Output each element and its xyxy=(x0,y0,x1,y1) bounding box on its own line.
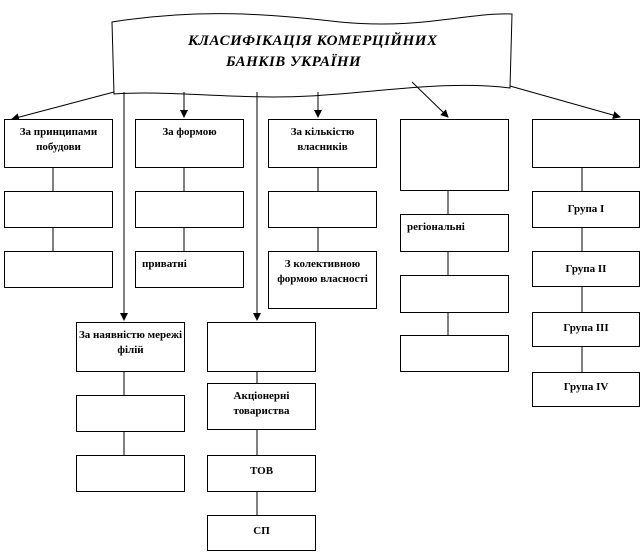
box-c4-item-3 xyxy=(400,335,509,372)
box-c1-item-2 xyxy=(4,251,113,288)
box-c5-header xyxy=(532,119,640,168)
box-c3-item-1 xyxy=(268,191,377,228)
box-c1-item-1 xyxy=(4,191,113,228)
box-regional: регіональні xyxy=(400,214,509,252)
box-c6-item-2 xyxy=(76,455,185,492)
box-joint-stock-companies: Акціонерні товариства xyxy=(207,383,316,430)
box-joint-venture: СП xyxy=(207,515,316,551)
box-c4-item-2 xyxy=(400,275,509,313)
box-by-construction-principles: За принципами побудови xyxy=(4,119,113,168)
box-group-4: Група IV xyxy=(532,372,640,407)
banner-title-line1: КЛАСИФІКАЦІЯ КОМЕРЦІЙНИХ xyxy=(188,33,438,49)
box-by-owners-count: За кількістю власників xyxy=(268,119,377,168)
box-by-branch-network: За наявністю мережі філій xyxy=(76,322,185,372)
box-private: приватні xyxy=(135,251,244,288)
box-c2-item-1 xyxy=(135,191,244,228)
box-c7-header xyxy=(207,322,316,372)
box-group-3: Група III xyxy=(532,312,640,347)
banner-title-line2: БАНКІВ УКРАЇНИ xyxy=(226,54,362,70)
box-group-1: Група I xyxy=(532,191,640,228)
box-group-2: Група II xyxy=(532,251,640,287)
box-c6-item-1 xyxy=(76,395,185,432)
box-llc: ТОВ xyxy=(207,455,316,492)
box-collective-ownership: З колективною формою власності xyxy=(268,251,377,309)
box-c4-header xyxy=(400,119,509,191)
box-by-form: За формою xyxy=(135,119,244,168)
